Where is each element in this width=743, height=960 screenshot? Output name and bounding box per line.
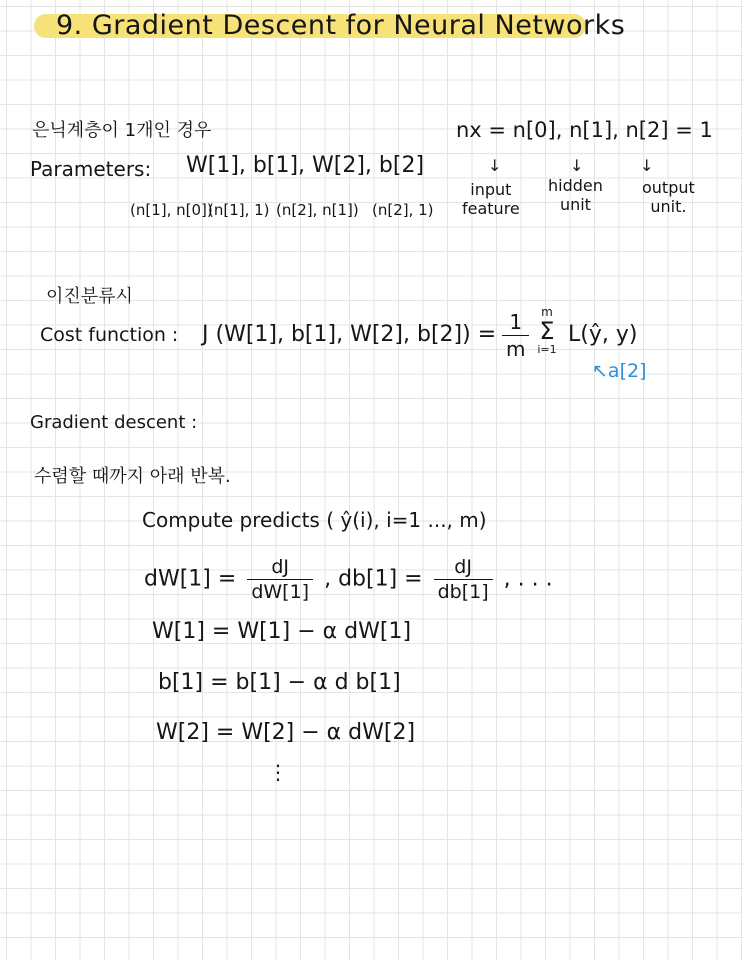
arrow-down-icon: ↓ [640, 156, 654, 175]
update-b1: b[1] = b[1] − α d b[1] [158, 670, 401, 695]
binary-heading: 이진분류시 [46, 286, 133, 307]
layer-label-input: input feature [462, 180, 520, 218]
page-title: 9. Gradient Descent for Neural Networks [56, 10, 626, 41]
cost-rhs: L(ŷ, y) [568, 322, 638, 347]
params-list: W[1], b[1], W[2], b[2] [186, 153, 425, 178]
case-heading: 은닉계층이 1개인 경우 [32, 120, 212, 141]
dw-step: dW[1] = $\frac{dJ}{dW[1]}$ , db[1] = $\frac{dJ}{db[1]}$ , . . . [144, 556, 553, 603]
cost-sum: m Σ i=1 [537, 305, 557, 356]
compute-step: Compute predicts ( ŷ(i), i=1 ..., m) [142, 508, 487, 532]
gd-label: Gradient descent : [30, 412, 198, 433]
repeat-text: 수렴할 때까지 아래 반복. [34, 466, 231, 487]
param-shape-w2: (n[2], n[1]) [276, 201, 359, 219]
layer-label-output: output unit. [642, 178, 695, 216]
layer-label-hidden: hidden unit [548, 176, 603, 214]
yhat-note: ↖a[2] [592, 360, 647, 382]
update-w2: W[2] = W[2] − α dW[2] [156, 720, 416, 745]
params-label: Parameters: [30, 157, 152, 181]
arrow-down-icon: ↓ [488, 156, 502, 175]
arrow-down-icon: ↓ [570, 156, 584, 175]
param-shape-b1: (n[1], 1) [208, 201, 270, 219]
param-shape-b2: (n[2], 1) [372, 201, 434, 219]
ellipsis: ⋮ [268, 760, 288, 784]
cost-lhs: J (W[1], b[1], W[2], b[2]) = [202, 322, 497, 347]
cost-label: Cost function : [40, 324, 179, 346]
layer-sizes: nx = n[0], n[1], n[2] = 1 [456, 118, 713, 142]
cost-fraction: $\frac{1}{m}$ [498, 310, 533, 361]
update-w1: W[1] = W[1] − α dW[1] [152, 619, 412, 644]
param-shape-w1: (n[1], n[0]) [130, 201, 213, 219]
